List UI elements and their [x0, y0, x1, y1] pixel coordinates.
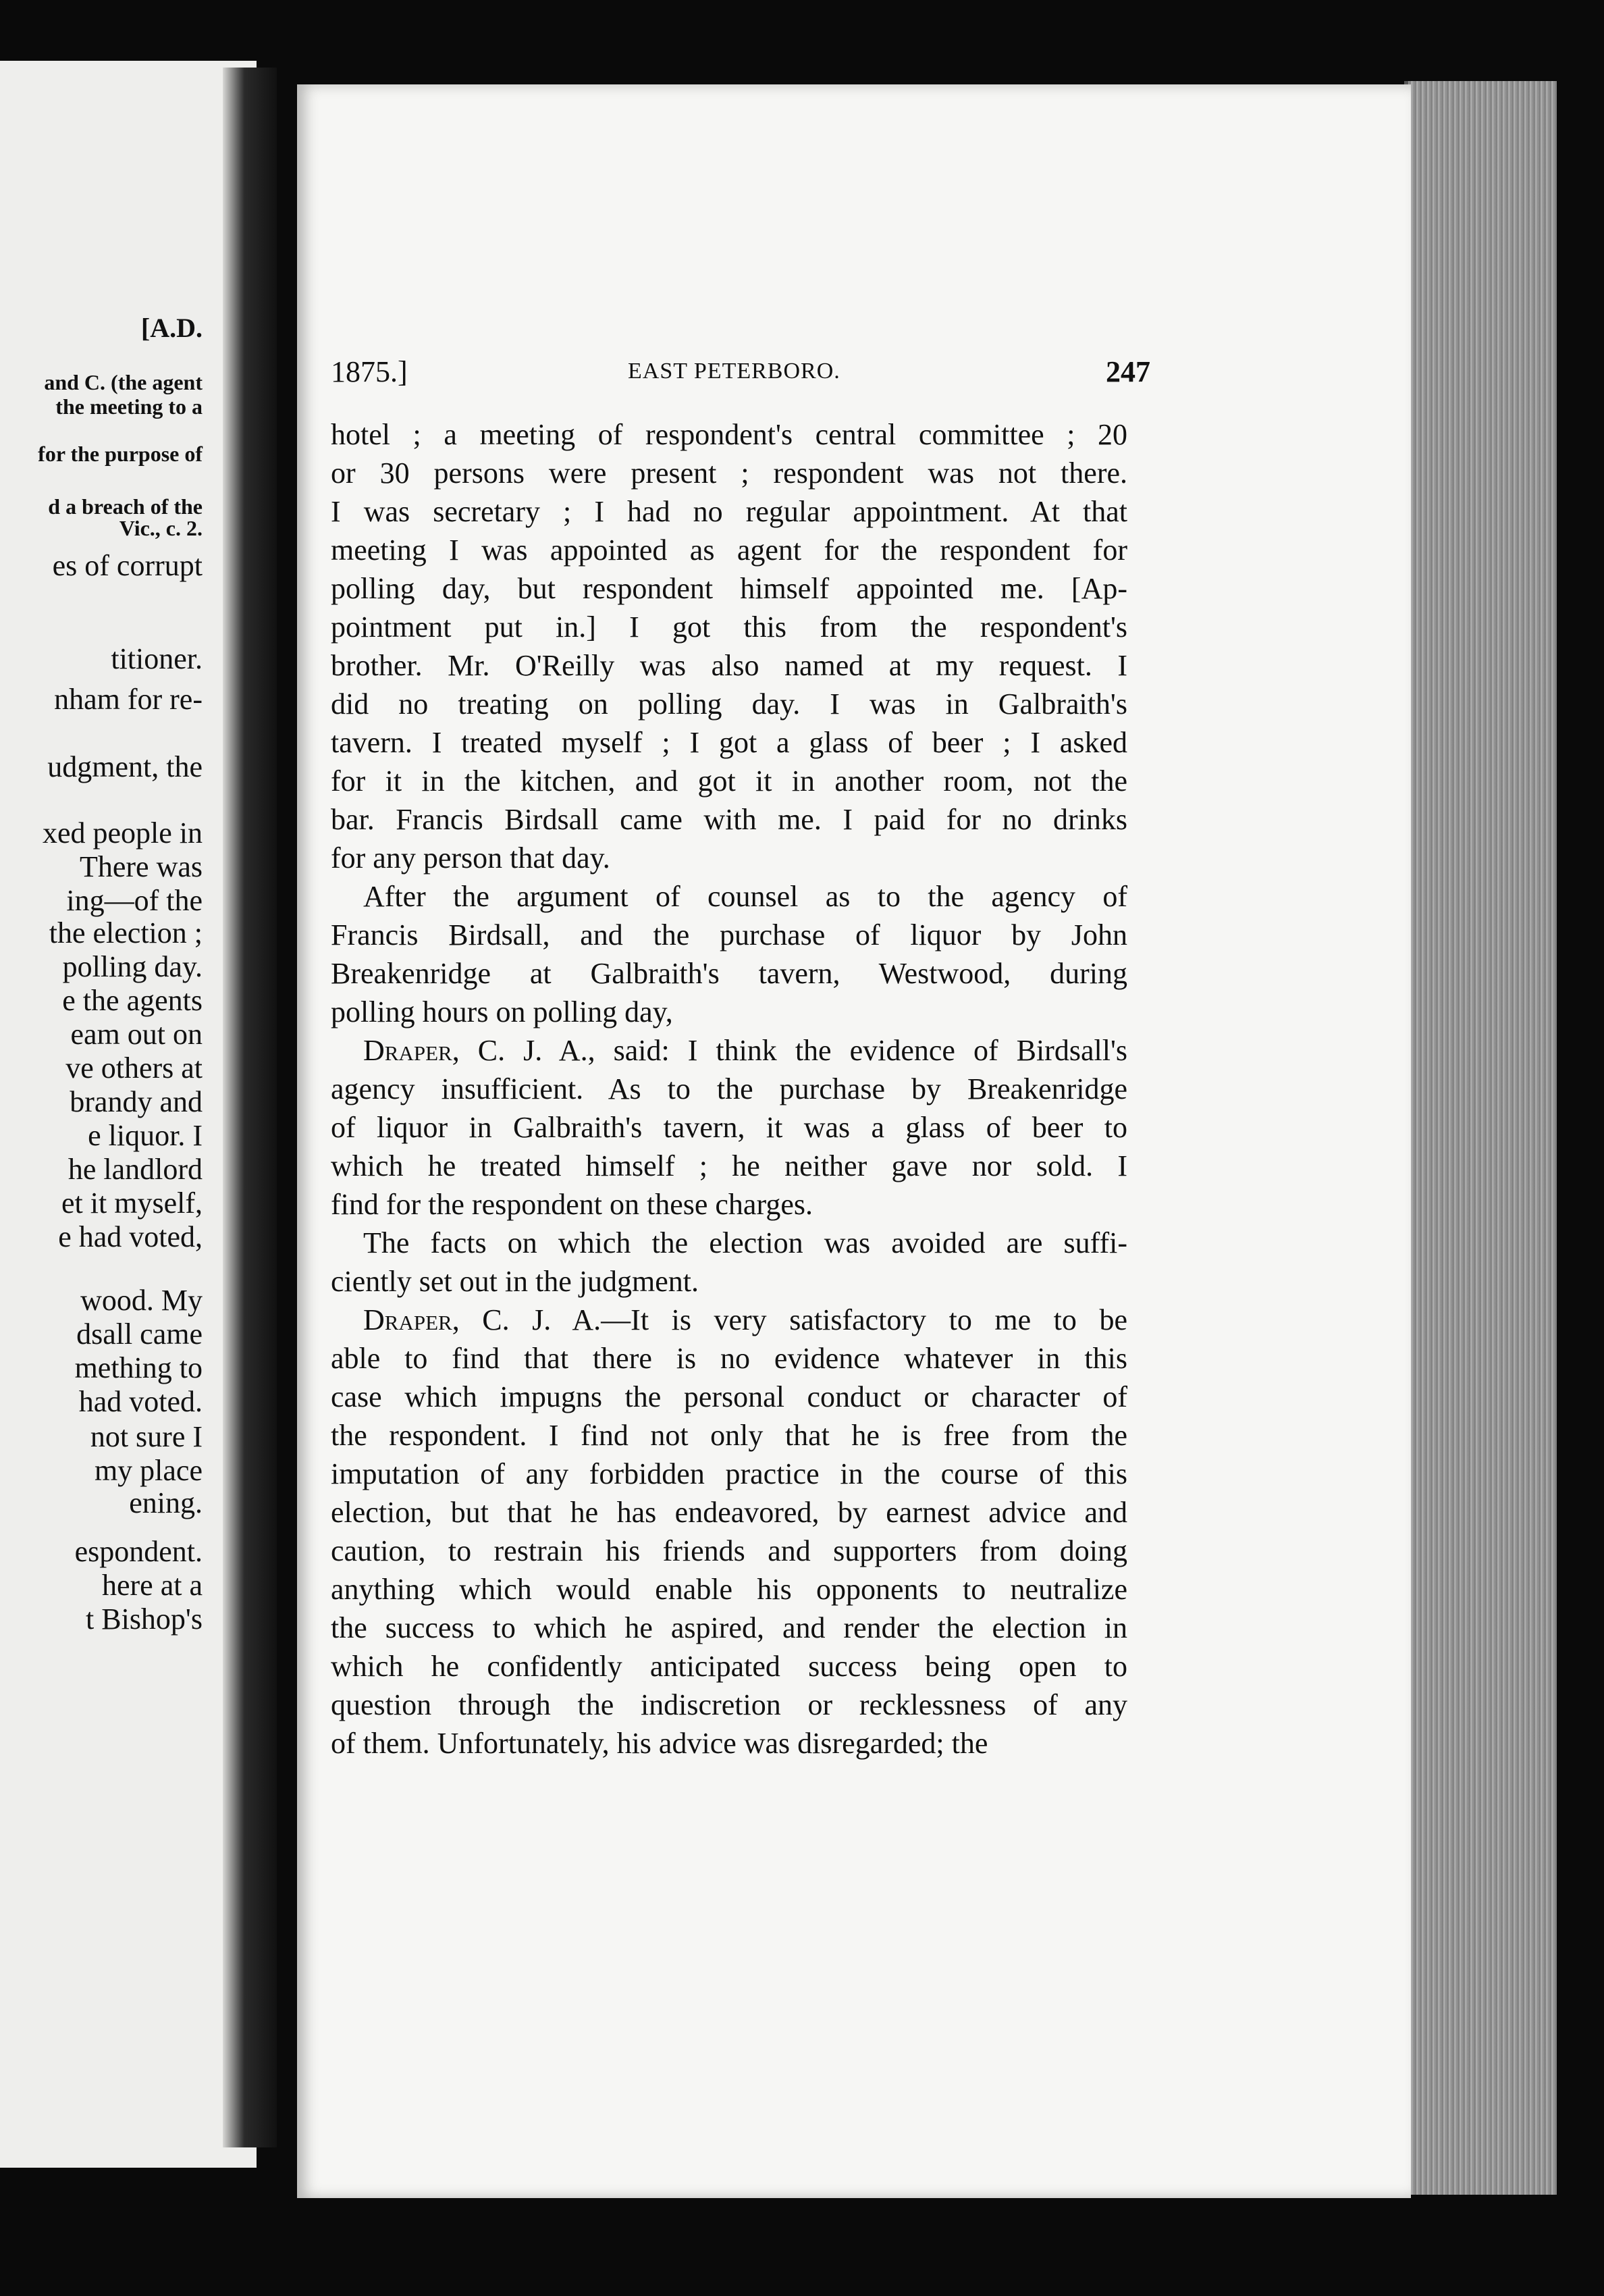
line-text: , C. J. A.—It is very satisfactory to me to be: [452, 1303, 1127, 1336]
left-page-line: es of corrupt: [52, 549, 203, 582]
text-line: ciently set out in the judgment.: [331, 1265, 699, 1298]
left-page-line: titioner.: [111, 642, 203, 675]
left-page-line: nham for re-: [54, 683, 203, 716]
text-line: I was secretary ; I had no regular appointment. At that: [331, 495, 1127, 528]
line-text: , C. J. A., said: I think the evidence of Birdsall's: [452, 1034, 1127, 1067]
judge-name: Draper: [363, 1034, 452, 1067]
body-text: [331, 415, 1127, 1763]
text-line: able to find that there is no evidence whatever in this: [331, 1342, 1127, 1375]
left-page-line: e liquor. I: [88, 1119, 203, 1152]
text-line: The facts on which the election was avoided are suffi-: [363, 1226, 1127, 1259]
book-page-edges: [1404, 81, 1557, 2195]
left-page-line: There was: [79, 850, 203, 883]
text-line: the success to which he aspired, and render the election in: [331, 1611, 1127, 1644]
paragraph-testimony: [331, 415, 1127, 877]
text-line: polling hours on polling day,: [331, 995, 673, 1028]
text-line: brother. Mr. O'Reilly was also named at my request. I: [331, 649, 1127, 682]
text-line: agency insufficient. As to the purchase by Breakenridge: [331, 1072, 1127, 1105]
left-page-line: espondent.: [74, 1535, 203, 1568]
header-title: EAST PETERBORO.: [628, 359, 840, 384]
text-line: of them. Unfortunately, his advice was disregarded; the: [331, 1727, 988, 1760]
text-line: the respondent. I find not only that he is free from the: [331, 1419, 1127, 1452]
paragraph-ruling: [331, 1031, 1127, 1224]
left-page-line: polling day.: [62, 950, 203, 983]
text-line: which he treated himself ; he neither gave nor sold. I: [331, 1149, 1127, 1182]
text-line: pointment put in.] I got this from the respondent's: [331, 610, 1127, 644]
text-line: question through the indiscretion or recklessness of any: [331, 1688, 1127, 1721]
paragraph-judgment: [331, 1301, 1127, 1763]
left-page-line: here at a: [102, 1569, 203, 1602]
left-page-line: ing—of the: [66, 884, 203, 917]
text-line: caution, to restrain his friends and supporters from doing: [331, 1534, 1127, 1567]
book-page: [297, 84, 1411, 2198]
left-page-line: wood. My: [80, 1284, 203, 1317]
text-line: Breakenridge at Galbraith's tavern, Westwood, during: [331, 957, 1127, 990]
text-line: [331, 1031, 1127, 1070]
text-line: meeting I was appointed as agent for the respondent for: [331, 533, 1127, 567]
paragraph-argument: [331, 877, 1127, 1031]
text-line: Francis Birdsall, and the purchase of liquor by John: [331, 918, 1127, 951]
left-page-line: had voted.: [78, 1385, 203, 1418]
left-page-line: the election ;: [49, 916, 203, 949]
text-line: polling day, but respondent himself appointed me. [Ap-: [331, 572, 1127, 605]
left-page-line: ening.: [129, 1486, 203, 1519]
left-page-line: d a breach of the: [48, 494, 203, 519]
page-number: 247: [1106, 355, 1150, 388]
text-line: hotel ; a meeting of respondent's central committee ; 20: [331, 418, 1127, 451]
text-line: tavern. I treated myself ; I got a glass of beer ; I asked: [331, 726, 1127, 759]
header-year: 1875.]: [331, 355, 408, 388]
left-page-line: for the purpose of: [38, 442, 203, 466]
left-page-line: Vic., c. 2.: [119, 516, 203, 540]
left-page-line: dsall came: [76, 1317, 203, 1351]
left-page-line: he landlord: [68, 1153, 203, 1186]
text-line: for it in the kitchen, and got it in another room, not the: [331, 764, 1127, 798]
left-page-line: [A.D.: [140, 313, 203, 343]
paragraph-facts: [331, 1224, 1127, 1301]
left-page-line: mething to: [74, 1351, 203, 1384]
left-page-line: e the agents: [62, 984, 203, 1017]
left-page-line: the meeting to a: [55, 394, 203, 419]
text-line: bar. Francis Birdsall came with me. I paid for no drinks: [331, 803, 1127, 836]
text-line: case which impugns the personal conduct or character of: [331, 1380, 1127, 1413]
judge-name: Draper: [363, 1303, 452, 1336]
book-gutter: [223, 68, 277, 2147]
text-line: anything which would enable his opponents to neutralize: [331, 1573, 1127, 1606]
text-line: did no treating on polling day. I was in Galbraith's: [331, 687, 1127, 721]
left-page-line: my place: [94, 1454, 203, 1487]
left-page-line: xed people in: [42, 816, 203, 850]
text-line: of liquor in Galbraith's tavern, it was a glass of beer to: [331, 1111, 1127, 1144]
text-line: [331, 1301, 1127, 1339]
text-line: find for the respondent on these charges.: [331, 1188, 813, 1221]
text-line: imputation of any forbidden practice in the course of this: [331, 1457, 1127, 1490]
text-line: election, but that he has endeavored, by earnest advice and: [331, 1496, 1127, 1529]
left-page-line: ve others at: [65, 1051, 203, 1085]
text-line: for any person that day.: [331, 841, 610, 875]
left-page-line: brandy and: [70, 1085, 203, 1118]
text-line: which he confidently anticipated success being open to: [331, 1650, 1127, 1683]
left-page-line: et it myself,: [61, 1186, 203, 1220]
left-page-line: t Bishop's: [86, 1602, 203, 1636]
left-page-line: eam out on: [70, 1018, 203, 1051]
text-line: or 30 persons were present ; respondent was not there.: [331, 456, 1127, 490]
text-line: After the argument of counsel as to the agency of: [363, 880, 1127, 913]
left-page-line: not sure I: [90, 1420, 203, 1453]
left-page-line: e had voted,: [58, 1220, 203, 1253]
left-page-line: and C. (the agent: [44, 370, 203, 394]
left-page-line: udgment, the: [47, 750, 203, 783]
